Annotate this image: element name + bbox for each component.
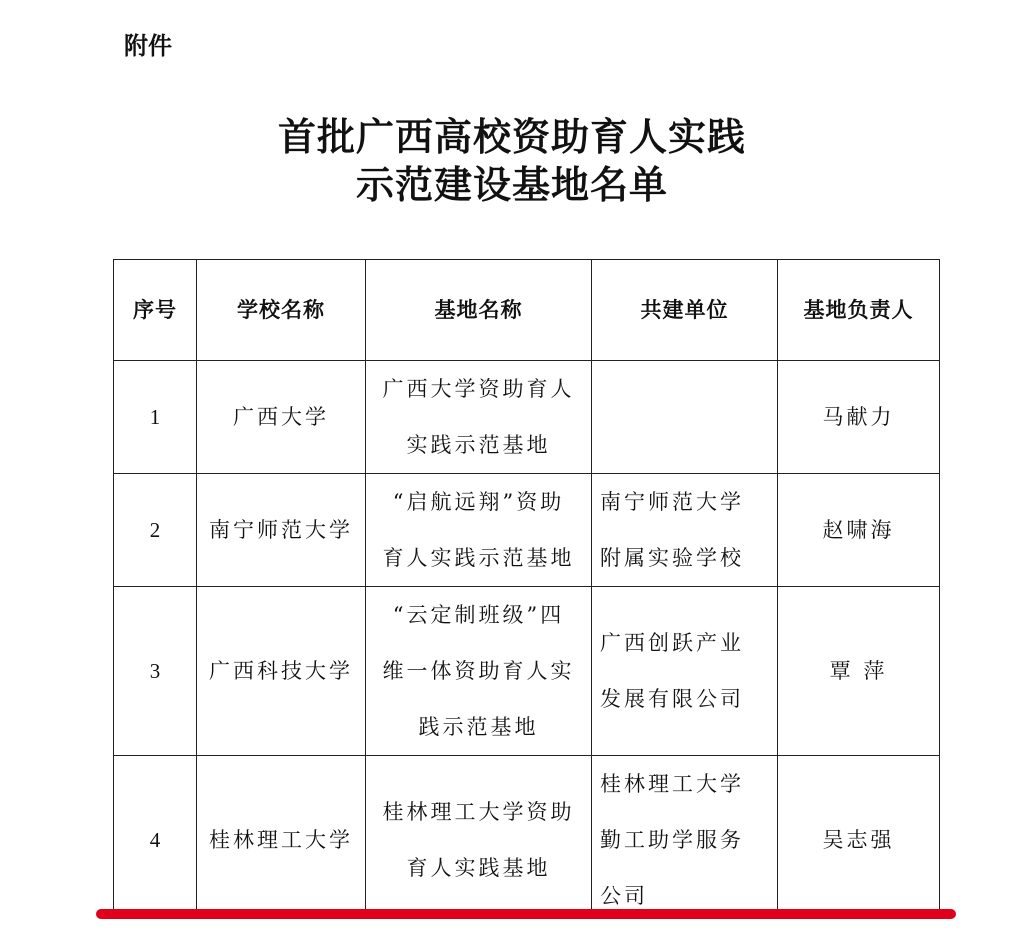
cell-base-line: 桂林理工大学资助 <box>382 800 575 824</box>
cell-partner-line: 勤工助学服务 <box>600 828 744 852</box>
cell-partner-line: 广西创跃产业 <box>600 631 744 655</box>
cell-base <box>366 361 592 474</box>
cell-no: 3 <box>114 587 197 756</box>
cell-school: 广西科技大学 <box>197 587 366 756</box>
table-row <box>114 474 940 587</box>
cell-school: 南宁师范大学 <box>197 474 366 587</box>
header-school: 学校名称 <box>197 260 366 361</box>
cell-no: 4 <box>114 756 197 912</box>
cell-school: 桂林理工大学 <box>197 756 366 912</box>
red-underline-mark <box>96 909 956 919</box>
header-base: 基地名称 <box>366 260 592 361</box>
cell-partner-line: 桂林理工大学 <box>600 772 744 796</box>
cell-partner <box>592 756 778 912</box>
table-row <box>114 587 940 756</box>
cell-partner-line: 公司 <box>600 884 648 908</box>
document-title-line-1: 首批广西高校资助育人实践 <box>277 114 746 159</box>
table-row <box>114 756 940 912</box>
cell-base-line: 践示范基地 <box>418 715 539 739</box>
cell-base <box>366 474 592 587</box>
cell-base <box>366 587 592 756</box>
cell-base-line: 育人实践基地 <box>406 856 551 880</box>
table-container <box>100 255 960 911</box>
header-partner: 共建单位 <box>592 260 778 361</box>
cell-leader: 马献力 <box>778 361 940 474</box>
cell-base-line: 维一体资助育人实 <box>382 659 575 683</box>
cell-base-line: 育人实践示范基地 <box>382 546 575 570</box>
cell-leader: 吴志强 <box>778 756 940 912</box>
cell-partner <box>592 361 778 474</box>
cell-partner-line: 附属实验学校 <box>600 546 744 570</box>
cell-partner-line: 发展有限公司 <box>600 687 744 711</box>
table-row <box>114 361 940 474</box>
table-header-row <box>114 260 940 361</box>
cell-base-line: 广西大学资助育人 <box>382 377 575 401</box>
cell-no: 2 <box>114 474 197 587</box>
cell-base-line: 实践示范基地 <box>406 433 551 457</box>
cell-leader: 赵啸海 <box>778 474 940 587</box>
cell-partner <box>592 474 778 587</box>
base-list-table <box>113 259 940 911</box>
cell-school: 广西大学 <box>197 361 366 474</box>
attachment-label: 附件 <box>124 32 172 60</box>
cell-leader: 覃 萍 <box>778 587 940 756</box>
cell-no: 1 <box>114 361 197 474</box>
cell-base <box>366 756 592 912</box>
cell-partner <box>592 587 778 756</box>
document-title-line-2: 示范建设基地名单 <box>355 162 668 207</box>
cell-base-line: “启航远翔”资助 <box>392 490 565 514</box>
header-leader: 基地负责人 <box>778 260 940 361</box>
cell-base-line: “云定制班级”四 <box>392 603 565 627</box>
cell-partner-line: 南宁师范大学 <box>600 490 744 514</box>
header-no: 序号 <box>114 260 197 361</box>
